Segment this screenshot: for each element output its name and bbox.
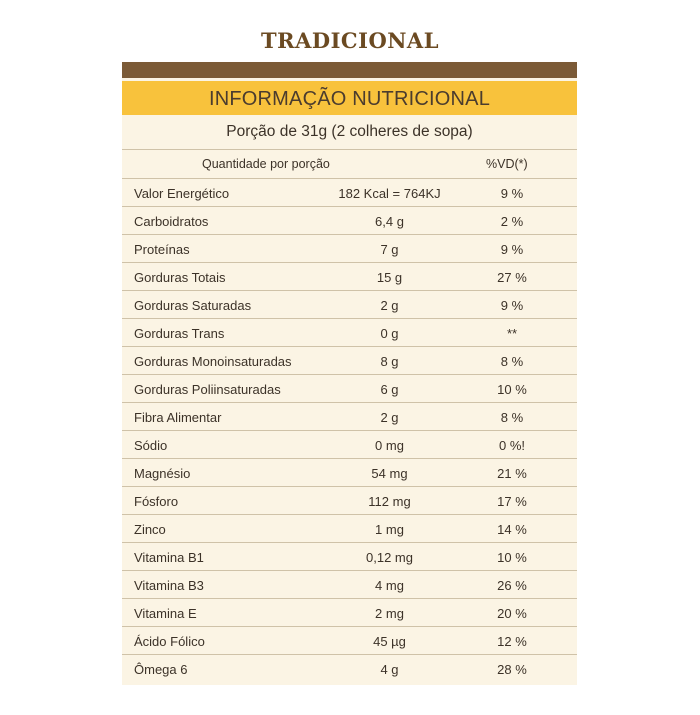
nutrient-amount: 15 g [376,270,403,285]
nutrient-name: Gorduras Poliinsaturadas [134,382,281,397]
nutrient-name: Gorduras Trans [134,326,225,341]
nutrient-amount: 45 µg [373,634,406,649]
nutrient-amount: 6,4 g [375,214,404,229]
nutrient-daily-value: 14 % [497,522,527,537]
nutrient-name: Fósforo [134,494,179,509]
nutrient-amount: 0 mg [375,438,404,453]
table-row [122,207,577,235]
nutrient-name: Vitamina E [134,606,197,621]
nutrient-name: Ácido Fólico [134,634,205,649]
table-row [122,403,577,431]
table-row [122,263,577,291]
product-title: TRADICIONAL [261,28,439,53]
nutrient-daily-value: 10 % [497,550,527,565]
nutrient-name: Zinco [134,522,166,537]
nutrient-daily-value: 9 % [500,298,524,313]
nutrition-facts-panel [122,62,577,685]
nutrient-amount: 182 Kcal = 764KJ [338,186,441,201]
nutrient-name: Gorduras Monoinsaturadas [134,354,292,369]
nutrient-daily-value: 2 % [500,214,524,229]
table-row [122,319,577,347]
column-header-row [122,150,577,178]
table-row [122,515,577,543]
nutrient-amount: 4 g [380,662,399,677]
nutrient-daily-value: 0 %! [498,438,525,453]
nutrient-name: Gorduras Saturadas [134,298,252,313]
nutrient-daily-value: 28 % [497,662,527,677]
nutrient-daily-value: 10 % [497,382,527,397]
nutrient-amount: 2 g [380,410,399,425]
nutrient-name: Carboidratos [134,214,209,229]
table-row [122,431,577,459]
nutrient-amount: 8 g [380,354,399,369]
nutrition-header: INFORMAÇÃO NUTRICIONAL [122,81,577,115]
nutrient-amount: 112 mg [368,494,411,509]
nutrient-daily-value: 8 % [500,354,524,369]
nutrient-daily-value: 20 % [497,606,527,621]
nutrient-daily-value: 21 % [497,466,527,481]
nutrient-daily-value: 26 % [497,578,527,593]
quantity-column-header: Quantidade por porção [202,157,330,171]
nutrient-name: Proteínas [134,242,190,257]
nutrient-daily-value: ** [506,326,518,341]
nutrient-amount: 54 mg [371,466,408,481]
top-brown-bar [122,62,577,78]
nutrient-amount: 4 mg [375,578,404,593]
nutrient-daily-value: 27 % [497,270,527,285]
dv-column-header: %VD(*) [486,157,528,171]
portion-size: Porção de 31g (2 colheres de sopa) [226,123,473,140]
nutrient-name: Vitamina B1 [134,550,204,565]
nutrient-name: Ômega 6 [134,662,188,677]
nutrient-amount: 0 g [380,326,399,341]
nutrient-amount: 0,12 mg [366,550,413,565]
nutrient-daily-value: 12 % [497,634,527,649]
table-row [122,235,577,263]
table-row [122,347,577,375]
table-row [122,599,577,627]
nutrient-amount: 2 mg [375,606,404,621]
table-row [122,179,577,207]
nutrient-name: Gorduras Totais [134,270,226,285]
table-row [122,655,577,683]
nutrient-amount: 6 g [380,382,399,397]
table-row [122,627,577,655]
nutrient-name: Vitamina B3 [134,578,204,593]
nutrient-amount: 1 mg [375,522,404,537]
table-row [122,375,577,403]
table-row [122,487,577,515]
table-row [122,571,577,599]
table-row [122,459,577,487]
table-row [122,291,577,319]
nutrient-name: Valor Energético [134,186,230,201]
nutrient-amount: 7 g [380,242,399,257]
nutrient-daily-value: 8 % [500,410,524,425]
nutrient-daily-value: 17 % [497,494,527,509]
nutrient-amount: 2 g [380,298,399,313]
nutrient-name: Sódio [134,438,168,453]
nutrient-name: Magnésio [134,466,191,481]
nutrient-daily-value: 9 % [500,242,524,257]
table-row [122,543,577,571]
nutrient-daily-value: 9 % [500,186,524,201]
nutrient-name: Fibra Alimentar [134,410,222,425]
